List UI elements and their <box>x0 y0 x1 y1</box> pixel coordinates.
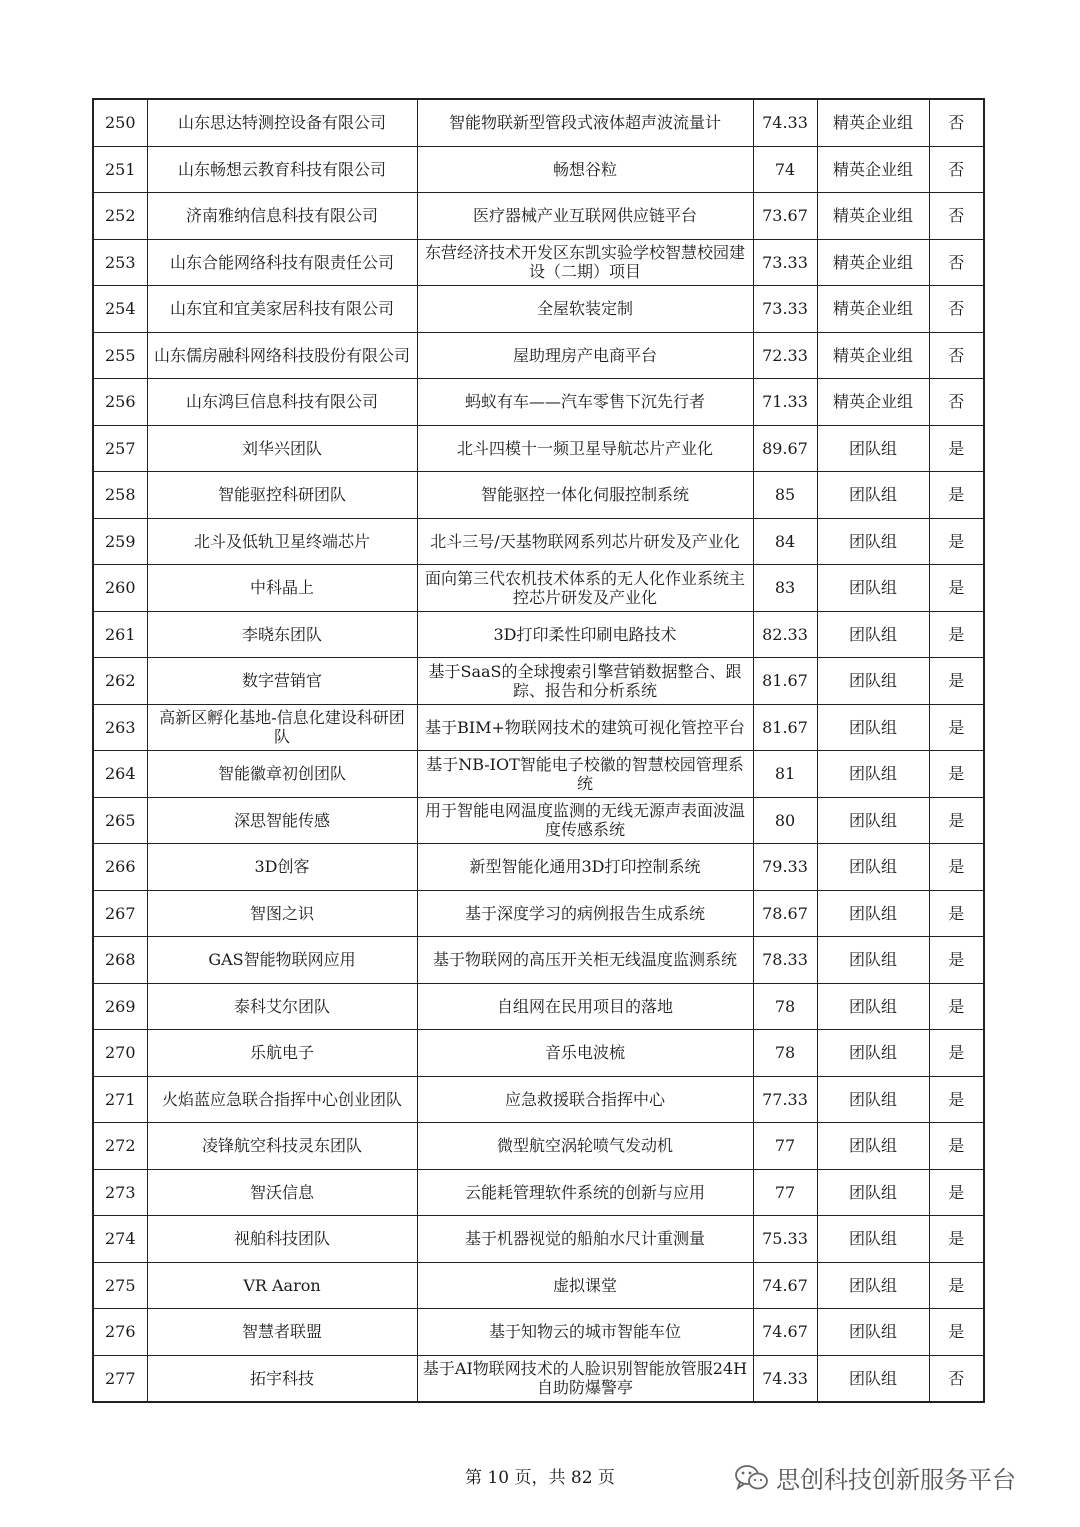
project-name-cell: 智能驱控一体化伺服控制系统 <box>417 472 753 519</box>
table-row <box>93 472 984 519</box>
table-row <box>93 239 984 286</box>
yes-no-flag-cell: 是 <box>929 704 984 751</box>
entrant-name-cell: 高新区孵化基地-信息化建设科研团队 <box>147 704 417 751</box>
group-cell: 团队组 <box>817 1169 929 1216</box>
table-row <box>93 844 984 891</box>
yes-no-flag-cell: 否 <box>929 1355 984 1402</box>
yes-no-flag-cell: 是 <box>929 1076 984 1123</box>
row-number-cell: 257 <box>93 425 147 472</box>
wechat-icon <box>734 1463 770 1493</box>
project-name-cell: 面向第三代农机技术体系的无人化作业系统主控芯片研发及产业化 <box>417 565 753 612</box>
group-cell: 精英企业组 <box>817 332 929 379</box>
table-body <box>93 99 984 1402</box>
score-cell: 74.67 <box>753 1262 817 1309</box>
project-name-cell: 屋助理房产电商平台 <box>417 332 753 379</box>
yes-no-flag-cell: 是 <box>929 518 984 565</box>
yes-no-flag-cell: 否 <box>929 239 984 286</box>
entrant-name-cell: 3D创客 <box>147 844 417 891</box>
row-number-cell: 260 <box>93 565 147 612</box>
yes-no-flag-cell: 是 <box>929 797 984 844</box>
results-table <box>92 98 985 1403</box>
project-name-cell: 智能物联新型管段式液体超声波流量计 <box>417 99 753 146</box>
table-row <box>93 379 984 426</box>
row-number-cell: 251 <box>93 146 147 193</box>
project-name-cell: 北斗三号/天基物联网系列芯片研发及产业化 <box>417 518 753 565</box>
yes-no-flag-cell: 是 <box>929 983 984 1030</box>
entrant-name-cell: 智慧者联盟 <box>147 1309 417 1356</box>
group-cell: 团队组 <box>817 1216 929 1263</box>
project-name-cell: 基于BIM+物联网技术的建筑可视化管控平台 <box>417 704 753 751</box>
group-cell: 团队组 <box>817 844 929 891</box>
table-row <box>93 704 984 751</box>
yes-no-flag-cell: 否 <box>929 146 984 193</box>
project-name-cell: 用于智能电网温度监测的无线无源声表面波温度传感系统 <box>417 797 753 844</box>
table-row <box>93 797 984 844</box>
table-row <box>93 193 984 240</box>
score-cell: 77.33 <box>753 1076 817 1123</box>
row-number-cell: 259 <box>93 518 147 565</box>
table-row <box>93 565 984 612</box>
row-number-cell: 270 <box>93 1030 147 1077</box>
score-cell: 73.33 <box>753 239 817 286</box>
project-name-cell: 3D打印柔性印刷电路技术 <box>417 611 753 658</box>
yes-no-flag-cell: 是 <box>929 751 984 798</box>
table-row <box>93 146 984 193</box>
row-number-cell: 275 <box>93 1262 147 1309</box>
row-number-cell: 269 <box>93 983 147 1030</box>
score-cell: 82.33 <box>753 611 817 658</box>
row-number-cell: 272 <box>93 1123 147 1170</box>
table-row <box>93 286 984 333</box>
yes-no-flag-cell: 是 <box>929 472 984 519</box>
project-name-cell: 东营经济技术开发区东凯实验学校智慧校园建设（二期）项目 <box>417 239 753 286</box>
table-row <box>93 1216 984 1263</box>
score-cell: 81 <box>753 751 817 798</box>
score-cell: 79.33 <box>753 844 817 891</box>
table-row <box>93 425 984 472</box>
entrant-name-cell: 中科晶上 <box>147 565 417 612</box>
group-cell: 精英企业组 <box>817 146 929 193</box>
table-row <box>93 1030 984 1077</box>
row-number-cell: 276 <box>93 1309 147 1356</box>
project-name-cell: 畅想谷粒 <box>417 146 753 193</box>
score-cell: 73.33 <box>753 286 817 333</box>
entrant-name-cell: 山东思达特测控设备有限公司 <box>147 99 417 146</box>
score-cell: 78.67 <box>753 890 817 937</box>
group-cell: 团队组 <box>817 1123 929 1170</box>
table-row <box>93 1169 984 1216</box>
yes-no-flag-cell: 是 <box>929 1123 984 1170</box>
yes-no-flag-cell: 是 <box>929 1169 984 1216</box>
entrant-name-cell: 北斗及低轨卫星终端芯片 <box>147 518 417 565</box>
table-row <box>93 1309 984 1356</box>
row-number-cell: 273 <box>93 1169 147 1216</box>
table-row <box>93 1123 984 1170</box>
table-row <box>93 890 984 937</box>
yes-no-flag-cell: 是 <box>929 425 984 472</box>
score-cell: 81.67 <box>753 704 817 751</box>
table-row <box>93 1355 984 1402</box>
table-row <box>93 751 984 798</box>
yes-no-flag-cell: 否 <box>929 332 984 379</box>
row-number-cell: 261 <box>93 611 147 658</box>
row-number-cell: 250 <box>93 99 147 146</box>
yes-no-flag-cell: 是 <box>929 1262 984 1309</box>
entrant-name-cell: 智图之识 <box>147 890 417 937</box>
group-cell: 精英企业组 <box>817 379 929 426</box>
score-cell: 74 <box>753 146 817 193</box>
project-name-cell: 基于AI物联网技术的人脸识别智能放管服24H自助防爆警亭 <box>417 1355 753 1402</box>
group-cell: 团队组 <box>817 472 929 519</box>
group-cell: 精英企业组 <box>817 193 929 240</box>
score-cell: 78 <box>753 1030 817 1077</box>
row-number-cell: 267 <box>93 890 147 937</box>
row-number-cell: 254 <box>93 286 147 333</box>
entrant-name-cell: 凌锋航空科技灵东团队 <box>147 1123 417 1170</box>
table-row <box>93 99 984 146</box>
entrant-name-cell: GAS智能物联网应用 <box>147 937 417 984</box>
yes-no-flag-cell: 是 <box>929 1216 984 1263</box>
entrant-name-cell: 智沃信息 <box>147 1169 417 1216</box>
page-number: 第 10 页，共 82 页 <box>465 1468 615 1488</box>
entrant-name-cell: 山东宜和宜美家居科技有限公司 <box>147 286 417 333</box>
row-number-cell: 265 <box>93 797 147 844</box>
project-name-cell: 基于知物云的城市智能车位 <box>417 1309 753 1356</box>
score-cell: 75.33 <box>753 1216 817 1263</box>
group-cell: 团队组 <box>817 425 929 472</box>
entrant-name-cell: 济南雅纳信息科技有限公司 <box>147 193 417 240</box>
yes-no-flag-cell: 是 <box>929 611 984 658</box>
project-name-cell: 云能耗管理软件系统的创新与应用 <box>417 1169 753 1216</box>
row-number-cell: 266 <box>93 844 147 891</box>
table-row <box>93 937 984 984</box>
entrant-name-cell: 山东合能网络科技有限责任公司 <box>147 239 417 286</box>
score-cell: 74.33 <box>753 1355 817 1402</box>
score-cell: 83 <box>753 565 817 612</box>
entrant-name-cell: 刘华兴团队 <box>147 425 417 472</box>
row-number-cell: 258 <box>93 472 147 519</box>
score-cell: 77 <box>753 1123 817 1170</box>
group-cell: 团队组 <box>817 1076 929 1123</box>
score-cell: 73.67 <box>753 193 817 240</box>
project-name-cell: 微型航空涡轮喷气发动机 <box>417 1123 753 1170</box>
yes-no-flag-cell: 否 <box>929 193 984 240</box>
entrant-name-cell: 山东儒房融科网络科技股份有限公司 <box>147 332 417 379</box>
project-name-cell: 医疗器械产业互联网供应链平台 <box>417 193 753 240</box>
project-name-cell: 基于深度学习的病例报告生成系统 <box>417 890 753 937</box>
project-name-cell: 自组网在民用项目的落地 <box>417 983 753 1030</box>
score-cell: 89.67 <box>753 425 817 472</box>
row-number-cell: 263 <box>93 704 147 751</box>
table-row <box>93 1262 984 1309</box>
group-cell: 团队组 <box>817 937 929 984</box>
group-cell: 团队组 <box>817 518 929 565</box>
row-number-cell: 264 <box>93 751 147 798</box>
group-cell: 精英企业组 <box>817 286 929 333</box>
yes-no-flag-cell: 是 <box>929 890 984 937</box>
group-cell: 团队组 <box>817 1309 929 1356</box>
group-cell: 团队组 <box>817 797 929 844</box>
row-number-cell: 277 <box>93 1355 147 1402</box>
yes-no-flag-cell: 是 <box>929 658 984 705</box>
group-cell: 团队组 <box>817 704 929 751</box>
entrant-name-cell: 视舶科技团队 <box>147 1216 417 1263</box>
table-row <box>93 1076 984 1123</box>
entrant-name-cell: 李晓东团队 <box>147 611 417 658</box>
entrant-name-cell: 山东畅想云教育科技有限公司 <box>147 146 417 193</box>
score-cell: 81.67 <box>753 658 817 705</box>
group-cell: 团队组 <box>817 611 929 658</box>
yes-no-flag-cell: 是 <box>929 565 984 612</box>
entrant-name-cell: 乐航电子 <box>147 1030 417 1077</box>
table-row <box>93 518 984 565</box>
score-cell: 84 <box>753 518 817 565</box>
table-row <box>93 332 984 379</box>
row-number-cell: 271 <box>93 1076 147 1123</box>
table-row <box>93 983 984 1030</box>
yes-no-flag-cell: 否 <box>929 99 984 146</box>
project-name-cell: 新型智能化通用3D打印控制系统 <box>417 844 753 891</box>
score-cell: 74.33 <box>753 99 817 146</box>
group-cell: 团队组 <box>817 1030 929 1077</box>
yes-no-flag-cell: 否 <box>929 379 984 426</box>
group-cell: 团队组 <box>817 658 929 705</box>
project-name-cell: 蚂蚁有车——汽车零售下沉先行者 <box>417 379 753 426</box>
project-name-cell: 基于SaaS的全球搜索引擎营销数据整合、跟踪、报告和分析系统 <box>417 658 753 705</box>
score-cell: 85 <box>753 472 817 519</box>
yes-no-flag-cell: 是 <box>929 1030 984 1077</box>
project-name-cell: 北斗四模十一频卫星导航芯片产业化 <box>417 425 753 472</box>
score-cell: 80 <box>753 797 817 844</box>
yes-no-flag-cell: 是 <box>929 844 984 891</box>
group-cell: 团队组 <box>817 565 929 612</box>
table-row <box>93 658 984 705</box>
group-cell: 团队组 <box>817 983 929 1030</box>
group-cell: 团队组 <box>817 890 929 937</box>
score-cell: 78.33 <box>753 937 817 984</box>
row-number-cell: 274 <box>93 1216 147 1263</box>
entrant-name-cell: 智能徽章初创团队 <box>147 751 417 798</box>
project-name-cell: 基于NB-IOT智能电子校徽的智慧校园管理系统 <box>417 751 753 798</box>
project-name-cell: 虚拟课堂 <box>417 1262 753 1309</box>
entrant-name-cell: 山东鸿巨信息科技有限公司 <box>147 379 417 426</box>
entrant-name-cell: 数字营销官 <box>147 658 417 705</box>
yes-no-flag-cell: 是 <box>929 1309 984 1356</box>
score-cell: 77 <box>753 1169 817 1216</box>
watermark <box>734 1460 1016 1495</box>
project-name-cell: 全屋软装定制 <box>417 286 753 333</box>
entrant-name-cell: 泰科艾尔团队 <box>147 983 417 1030</box>
entrant-name-cell: 智能驱控科研团队 <box>147 472 417 519</box>
yes-no-flag-cell: 否 <box>929 286 984 333</box>
entrant-name-cell: 拓宇科技 <box>147 1355 417 1402</box>
project-name-cell: 音乐电波梳 <box>417 1030 753 1077</box>
row-number-cell: 256 <box>93 379 147 426</box>
entrant-name-cell: 火焰蓝应急联合指挥中心创业团队 <box>147 1076 417 1123</box>
group-cell: 精英企业组 <box>817 99 929 146</box>
entrant-name-cell: VR Aaron <box>147 1262 417 1309</box>
score-cell: 71.33 <box>753 379 817 426</box>
row-number-cell: 255 <box>93 332 147 379</box>
group-cell: 团队组 <box>817 1355 929 1402</box>
yes-no-flag-cell: 是 <box>929 937 984 984</box>
group-cell: 团队组 <box>817 1262 929 1309</box>
score-cell: 78 <box>753 983 817 1030</box>
project-name-cell: 应急救援联合指挥中心 <box>417 1076 753 1123</box>
row-number-cell: 253 <box>93 239 147 286</box>
row-number-cell: 262 <box>93 658 147 705</box>
row-number-cell: 252 <box>93 193 147 240</box>
score-cell: 72.33 <box>753 332 817 379</box>
project-name-cell: 基于机器视觉的船舶水尺计重测量 <box>417 1216 753 1263</box>
entrant-name-cell: 深思智能传感 <box>147 797 417 844</box>
table-row <box>93 611 984 658</box>
watermark-text: 思创科技创新服务平台 <box>776 1466 1016 1494</box>
group-cell: 团队组 <box>817 751 929 798</box>
project-name-cell: 基于物联网的高压开关柜无线温度监测系统 <box>417 937 753 984</box>
score-cell: 74.67 <box>753 1309 817 1356</box>
row-number-cell: 268 <box>93 937 147 984</box>
group-cell: 精英企业组 <box>817 239 929 286</box>
